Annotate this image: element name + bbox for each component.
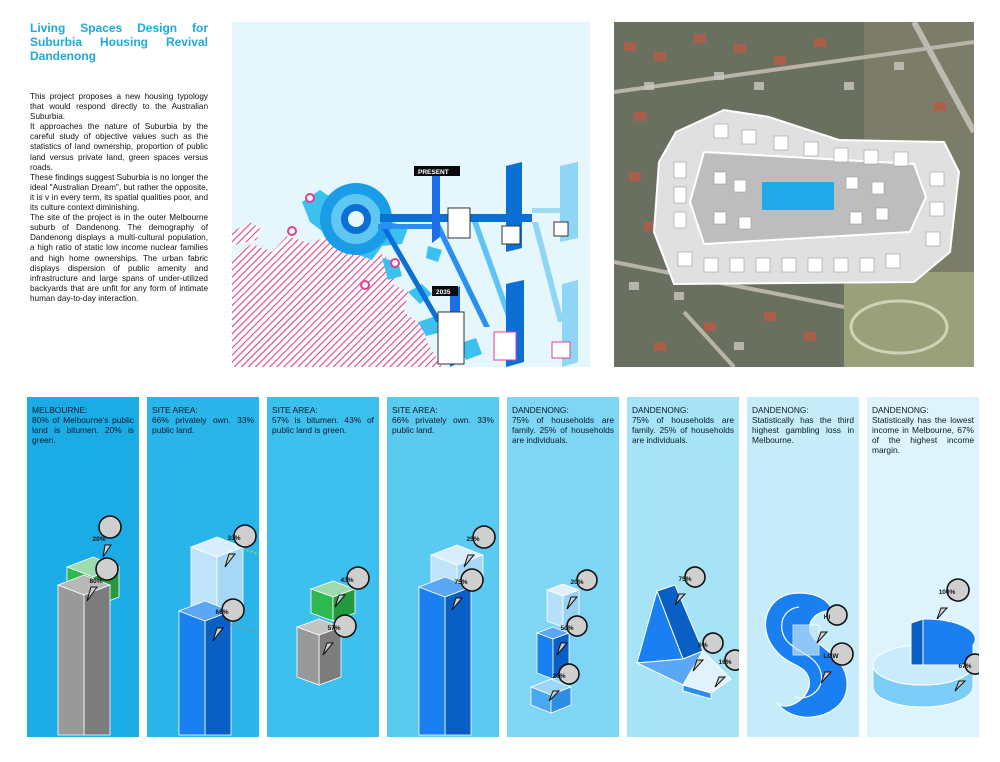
panel-4-body: 66% privately own. 33% public land.	[392, 415, 494, 435]
tag-label: 100%	[938, 589, 956, 596]
tag-label: 66%	[215, 609, 229, 616]
panel-2-graphic	[147, 397, 259, 737]
panel-7-graphic	[747, 397, 859, 737]
panel-5-body: 75% of households are family. 25% of households are individuals.	[512, 415, 614, 445]
intro-paragraph-3: These findings suggest Suburbia is no longer the ideal "Australian Dream", but rather the opposite, it is v in every term, its spatial qualities poor, and its culture context diminishing.	[30, 172, 208, 213]
city-center	[348, 211, 364, 227]
stat-panel-households-wedge	[627, 397, 739, 737]
stat-panel-gambling	[747, 397, 859, 737]
intro-paragraph-4: The site of the project is in the outer Melbourne suburb of Dandenong. The demography of Dandenong displays a multi-cultural population, a high ratio of static low income nuclear families and high home ownerships. The urban fabric displays dispersion of public amenity and infrastructure and large spans of under-utilized backyards that are unfit for any form of intimate human day-to-day interaction.	[30, 213, 208, 303]
growth-map-svg	[232, 22, 590, 367]
panel-1-body: 80% of Melbourne's public land is bitumen. 20% is green.	[32, 415, 134, 445]
intro-paragraph-1: This project proposes a new housing typology that would respond directly to the Australian Suburbia.	[30, 92, 208, 122]
tag-label: 75%	[454, 579, 468, 586]
panel-5-heading: DANDENONG:	[512, 405, 569, 415]
panel-3-body: 57% is bitumen. 43% of public land is green.	[272, 415, 374, 435]
panel-6-body: 75% of households are family. 25% of households are individuals.	[632, 415, 734, 445]
future-towers	[438, 280, 578, 367]
panel-2-body: 66% privately own. 33% public land.	[152, 415, 254, 435]
tag-label: 50%	[560, 625, 574, 632]
growth-map-diagram	[232, 22, 590, 367]
tag-label: 33%	[227, 535, 241, 542]
future-label: 2035	[436, 289, 451, 296]
tag-label: 43%	[340, 577, 354, 584]
tag-label: LOW	[823, 653, 839, 660]
panel-4-heading: SITE AREA:	[392, 405, 438, 415]
panel-1-graphic	[27, 397, 139, 737]
panel-4-graphic	[387, 397, 499, 737]
tag-label: 75%	[678, 576, 692, 583]
present-label: PRESENT	[418, 169, 449, 176]
stat-panel-households-stack	[507, 397, 619, 737]
panel-7-heading: DANDENONG:	[752, 405, 809, 415]
title-line-2: Suburbia Housing Revival	[30, 35, 208, 49]
panel-6-text	[632, 405, 734, 445]
tag-label: 20%	[92, 536, 106, 543]
panel-4-text	[392, 405, 494, 435]
panel-1-heading: MELBOURNE:	[32, 405, 88, 415]
panel-5-text	[512, 405, 614, 445]
stat-panel-site-public	[387, 397, 499, 737]
tag-label: 67%	[958, 663, 972, 670]
growth-arms	[378, 208, 568, 327]
panel-7-body: Statistically has the third highest gambling loss in Melbourne.	[752, 415, 854, 445]
panel-2-text	[152, 405, 254, 435]
panel-6-heading: DANDENONG:	[632, 405, 689, 415]
site-central-park	[762, 182, 834, 210]
stat-panel-income	[867, 397, 979, 737]
panel-8-text	[872, 405, 974, 455]
tag-label: 80%	[89, 578, 103, 585]
stat-panel-melbourne-land	[27, 397, 139, 737]
intro-text	[30, 92, 208, 304]
panel-5-graphic	[507, 397, 619, 737]
panel-1-text	[32, 405, 134, 445]
tag-label: HI	[823, 614, 831, 621]
panel-3-graphic	[267, 397, 379, 737]
tag-label: 20%	[552, 673, 566, 680]
tag-label: 57%	[327, 625, 341, 632]
intro-paragraph-2: It approaches the nature of Suburbia by the careful study of objective values such as the statistics of land ownership, proportion of public land versus private land, green spaces versus roads.	[30, 122, 208, 172]
stat-panel-site-ownership	[147, 397, 259, 737]
panel-2-heading: SITE AREA:	[152, 405, 198, 415]
tag-label: 6%	[698, 642, 708, 649]
panel-8-heading: DANDENONG:	[872, 405, 929, 415]
aerial-site-photo	[614, 22, 974, 367]
stat-panel-site-bitumen	[267, 397, 379, 737]
project-title	[30, 21, 208, 63]
title-line-1: Living Spaces Design for	[30, 21, 208, 35]
panel-6-graphic	[627, 397, 739, 737]
panel-3-text	[272, 405, 374, 435]
hatched-land	[232, 232, 442, 367]
panel-3-heading: SITE AREA:	[272, 405, 318, 415]
tag-label: 25%	[466, 536, 480, 543]
panel-7-text	[752, 405, 854, 445]
aerial-site-svg	[614, 22, 974, 367]
panel-8-body: Statistically has the lowest income in Melbourne, 67% of the highest income margin.	[872, 415, 974, 455]
tag-label: 20%	[570, 579, 584, 586]
title-line-3: Dandenong	[30, 49, 96, 63]
tag-label: 16%	[718, 659, 732, 666]
hatched-coast	[232, 222, 262, 246]
